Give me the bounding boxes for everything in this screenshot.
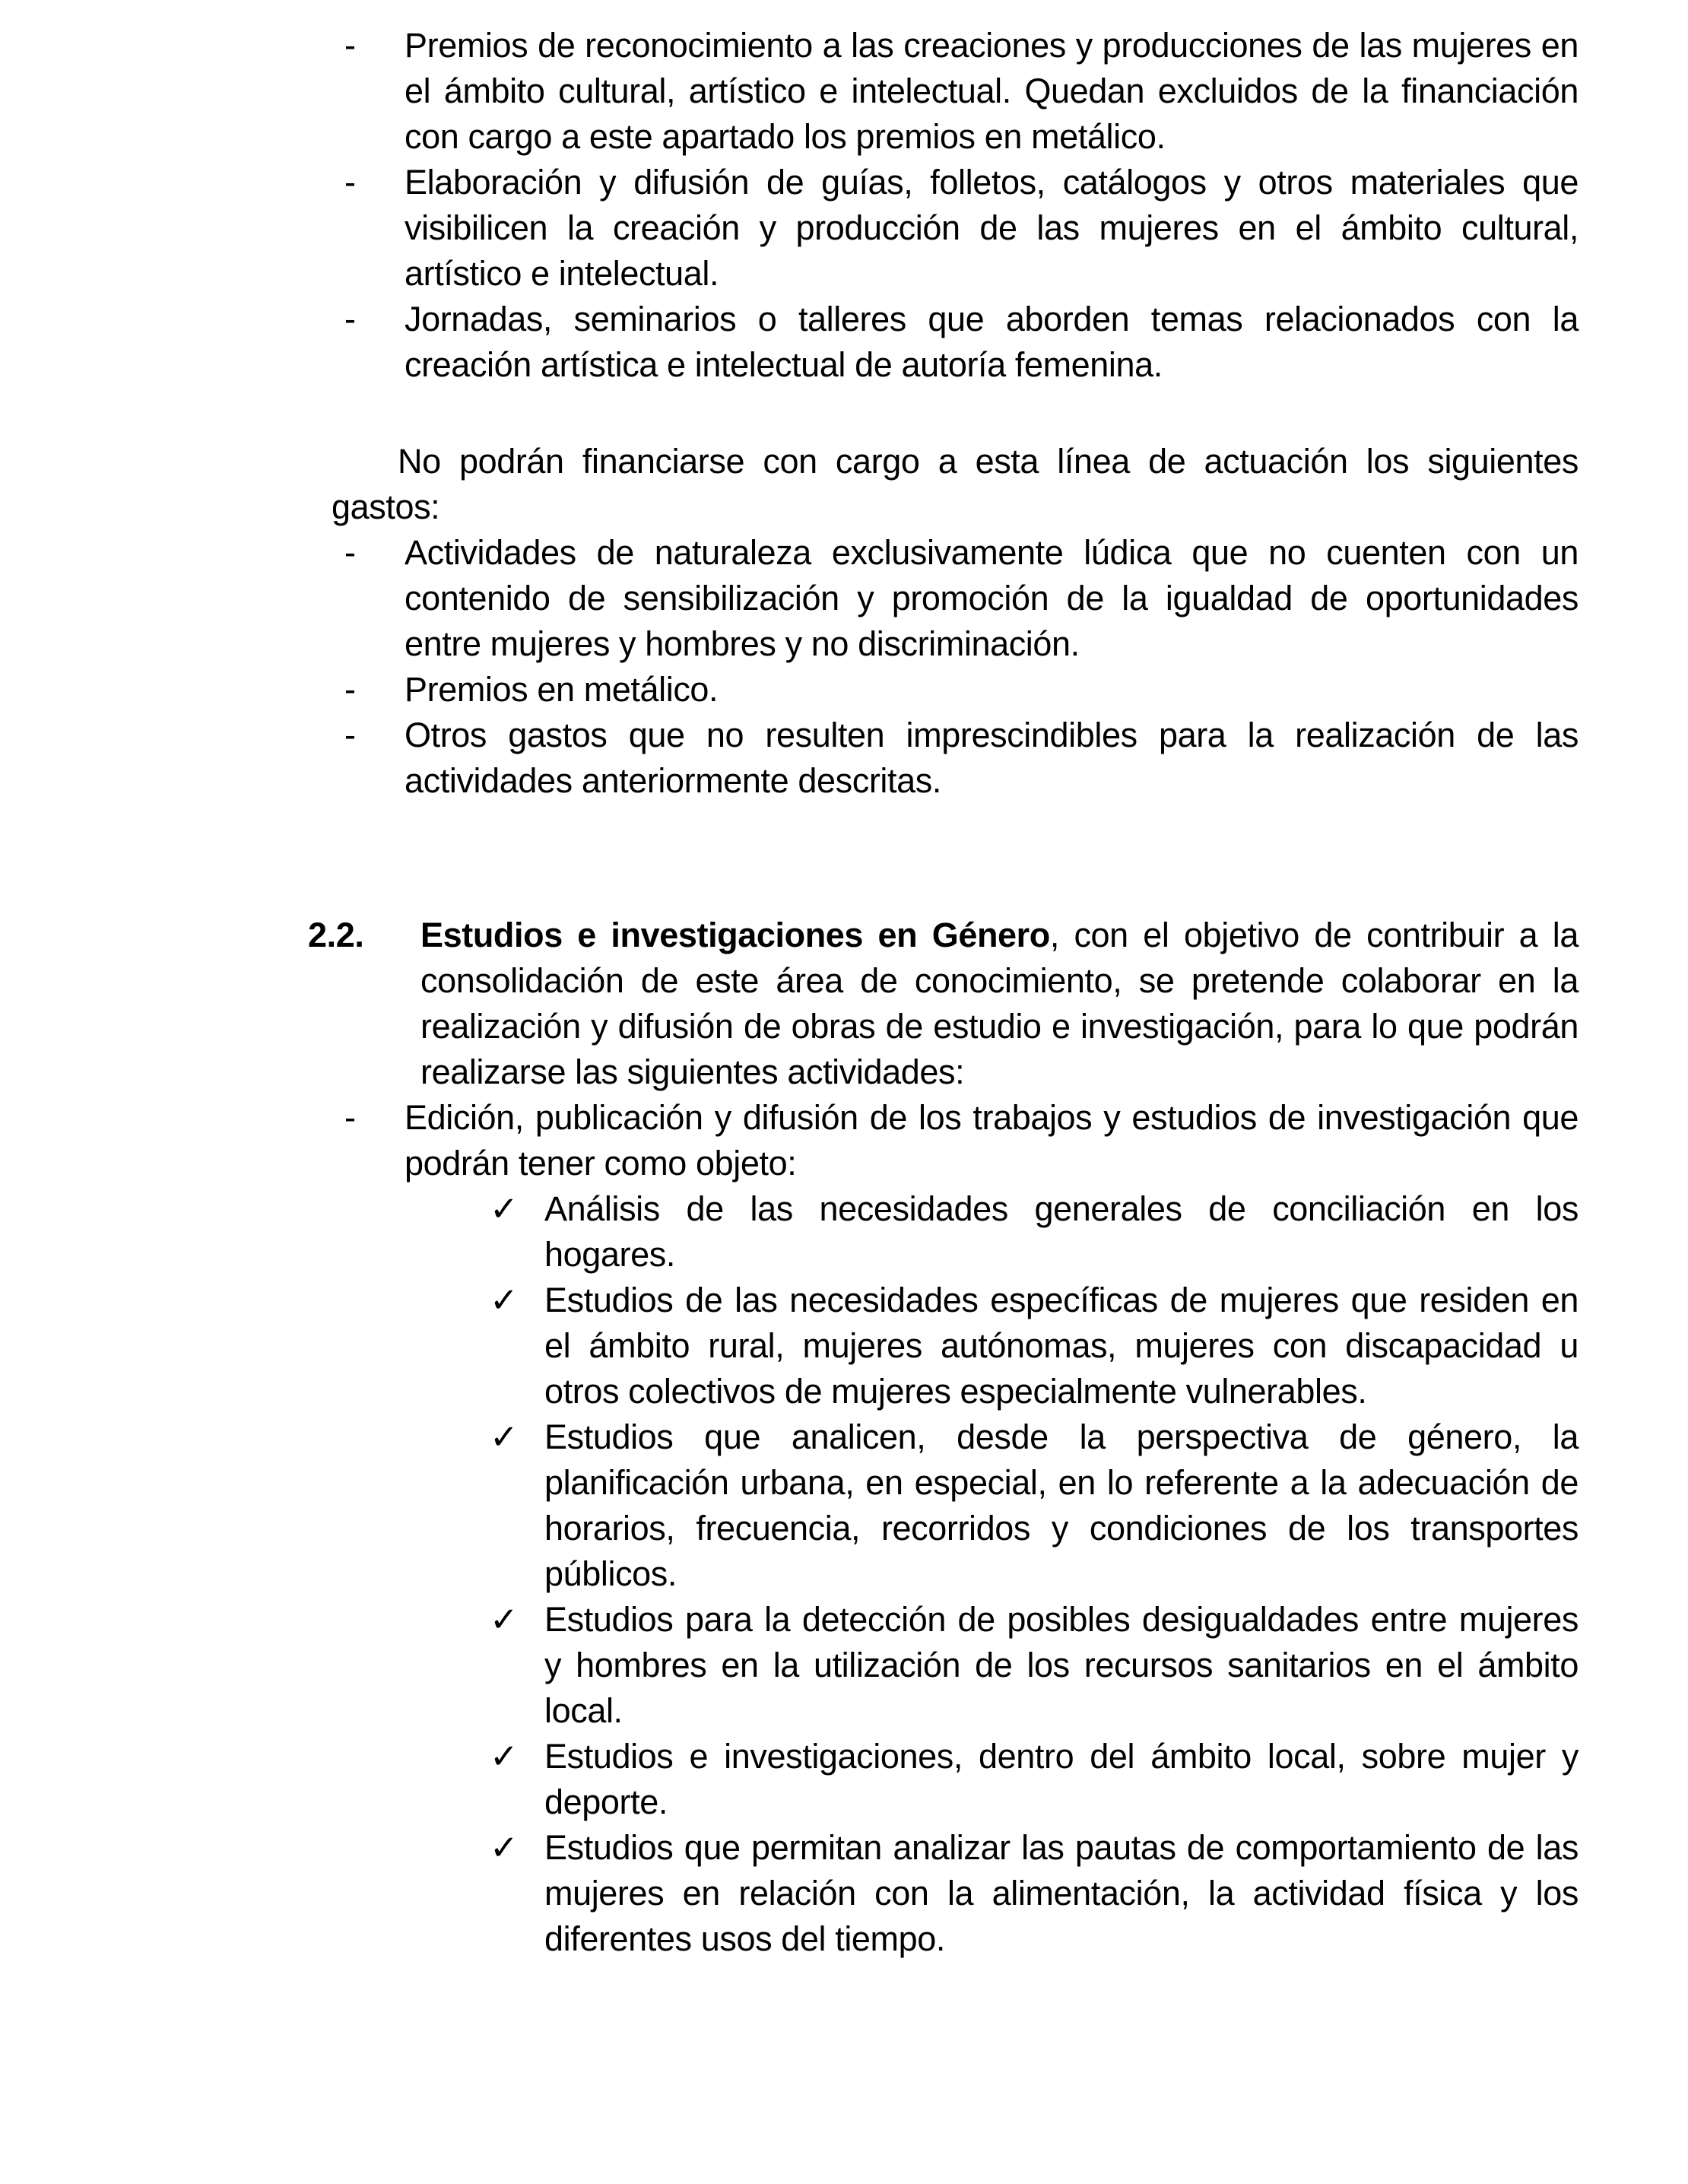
bullet-text: Otros gastos que no resulten imprescindibles para la realización de las actividades anteriormente descritas. — [405, 716, 1579, 800]
check-item-text: Estudios e investigaciones, dentro del ámbito local, sobre mujer y deporte. — [544, 1737, 1579, 1821]
list-item — [490, 1278, 1579, 1414]
section-intro-text: , con el objetivo de contribuir a la consolidación de este área de conocimiento, se pretende colaborar en la realización y difusión de obras de estudio e investigación, para lo que podrán realizarse las siguientes actividades: — [420, 916, 1579, 1091]
dash-bullet-icon: - — [344, 670, 356, 709]
check-item-text: Estudios de las necesidades específicas de mujeres que residen en el ámbito rural, mujeres autónomas, mujeres con discapacidad u otros colectivos de mujeres especialmente vulnerables. — [544, 1281, 1579, 1411]
dash-bullet-icon: - — [344, 26, 356, 65]
check-item-text: Estudios para la detección de posibles desigualdades entre mujeres y hombres en la utilización de los recursos sanitarios en el ámbito local. — [544, 1600, 1579, 1730]
check-item-text: Estudios que analicen, desde la perspectiva de género, la planificación urbana, en especial, en lo referente a la adecuación de horarios, frecuencia, recorridos y condiciones de los transportes públicos. — [544, 1417, 1579, 1593]
list-item — [344, 297, 1579, 388]
list-item — [344, 1095, 1579, 1186]
checkmark-icon: ✓ — [490, 1189, 519, 1228]
dash-bullet-icon: - — [344, 533, 356, 572]
checkmark-icon: ✓ — [490, 1737, 519, 1776]
list-item — [344, 667, 1579, 713]
list-item — [490, 1186, 1579, 1278]
list-item — [344, 530, 1579, 667]
exclusion-intro-paragraph: No podrán financiarse con cargo a esta línea de actuación los siguientes gastos: — [332, 442, 1579, 526]
bullet-text: Premios en metálico. — [405, 670, 719, 709]
checkmark-icon: ✓ — [490, 1417, 519, 1456]
checkmark-icon: ✓ — [490, 1281, 519, 1319]
list-item — [490, 1414, 1579, 1597]
section-number: 2.2. — [308, 916, 364, 954]
bullet-text: Premios de reconocimiento a las creaciones y producciones de las mujeres en el ámbito cultural, artístico e intelectual. Quedan excluidos de la financiación con cargo a este apartado los premios en metálico. — [405, 26, 1579, 156]
bullet-text: Edición, publicación y difusión de los trabajos y estudios de investigación que podrán tener como objeto: — [405, 1098, 1579, 1182]
dash-bullet-icon: - — [344, 1098, 356, 1137]
section-heading-2-2 — [308, 913, 1579, 1095]
checkmark-icon: ✓ — [490, 1828, 519, 1867]
list-item — [490, 1825, 1579, 1962]
checkmark-icon: ✓ — [490, 1600, 519, 1639]
bullet-text: Actividades de naturaleza exclusivamente lúdica que no cuenten con un contenido de sensibilización y promoción de la igualdad de oportunidades entre mujeres y hombres y no discriminación. — [405, 533, 1579, 663]
list-item — [344, 160, 1579, 297]
dash-bullet-icon: - — [344, 163, 356, 202]
section-title: Estudios e investigaciones en Género — [420, 916, 1050, 954]
list-item — [344, 713, 1579, 804]
dash-bullet-icon: - — [344, 300, 356, 338]
bullet-text: Jornadas, seminarios o talleres que aborden temas relacionados con la creación artística e intelectual de autoría femenina. — [405, 300, 1579, 384]
dash-bullet-icon: - — [344, 716, 356, 754]
list-item — [344, 23, 1579, 160]
check-item-text: Análisis de las necesidades generales de conciliación en los hogares. — [544, 1189, 1579, 1274]
check-item-text: Estudios que permitan analizar las pautas de comportamiento de las mujeres en relación con la alimentación, la actividad física y los diferentes usos del tiempo. — [544, 1828, 1579, 1958]
list-item — [490, 1597, 1579, 1734]
list-item — [490, 1734, 1579, 1825]
bullet-text: Elaboración y difusión de guías, folletos, catálogos y otros materiales que visibilicen la creación y producción de las mujeres en el ámbito cultural, artístico e intelectual. — [405, 163, 1579, 293]
